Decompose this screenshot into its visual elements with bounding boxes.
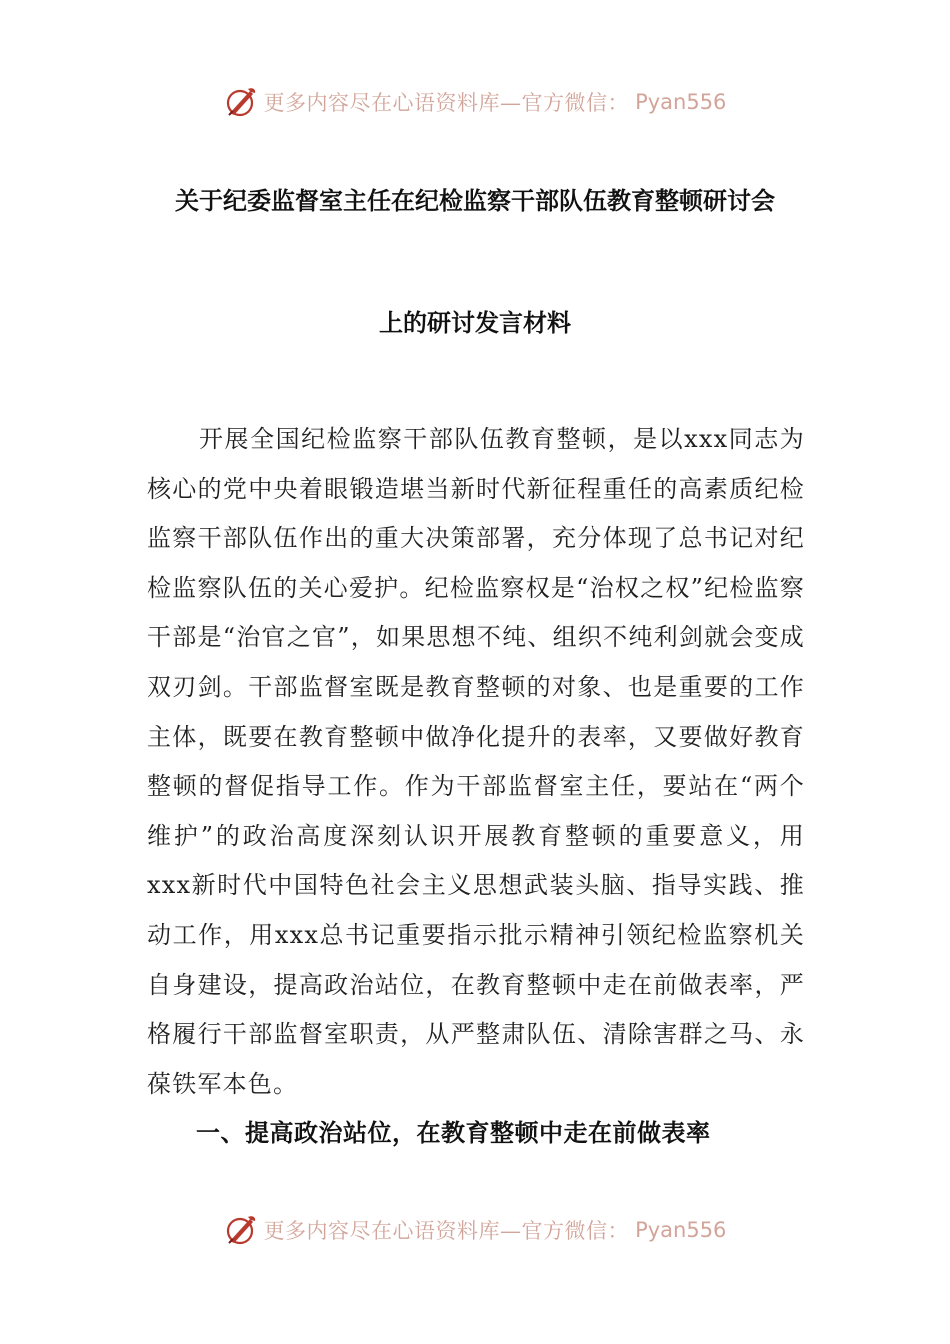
quill-logo-icon bbox=[224, 1213, 258, 1247]
section-heading-1: 一、提高政治站位，在教育整顿中走在前做表率 bbox=[196, 1119, 711, 1147]
watermark-header bbox=[0, 82, 950, 122]
watermark-footer bbox=[0, 1210, 950, 1250]
quill-logo-icon bbox=[224, 85, 258, 119]
document-title-line-2: 上的研讨发言材料 bbox=[379, 309, 571, 337]
document-title-line-1: 关于纪委监督室主任在纪检监察干部队伍教育整顿研讨会 bbox=[175, 187, 775, 215]
watermark-text: 更多内容尽在心语资料库—官方微信： bbox=[263, 1219, 630, 1243]
watermark-handle: Pyan556 bbox=[635, 1218, 727, 1242]
watermark-handle: Pyan556 bbox=[635, 90, 727, 114]
watermark-text: 更多内容尽在心语资料库—官方微信： bbox=[263, 91, 630, 115]
body-paragraph: 开展全国纪检监察干部队伍教育整顿，是以xxx同志为核心的党中央着眼锻造堪当新时代新征程重任的高素质纪检监察干部队伍作出的重大决策部署，充分体现了总书记对纪检监察队伍的关心爱护。纪检监察权是“治权之权”纪检监察干部是“治官之官”，如果思想不纯、组织不纯利剑就会变成双刃剑。干部监督室既是教育整顿的对象、也是重要的工作主体，既要在教育整顿中做净化提升的表率，又要做好教育整顿的督促指导工作。作为干部监督室主任，要站在“两个维护”的政治高度深刻认识开展教育整顿的重要意义，用xxx新时代中国特色社会主义思想武装头脑、指导实践、推动工作，用xxx总书记重要指示批示精神引领纪检监察机关自身建设，提高政治站位，在教育整顿中走在前做表率，严格履行干部监督室职责，从严整肃队伍、清除害群之马、永葆铁军本色。 bbox=[147, 425, 805, 1098]
